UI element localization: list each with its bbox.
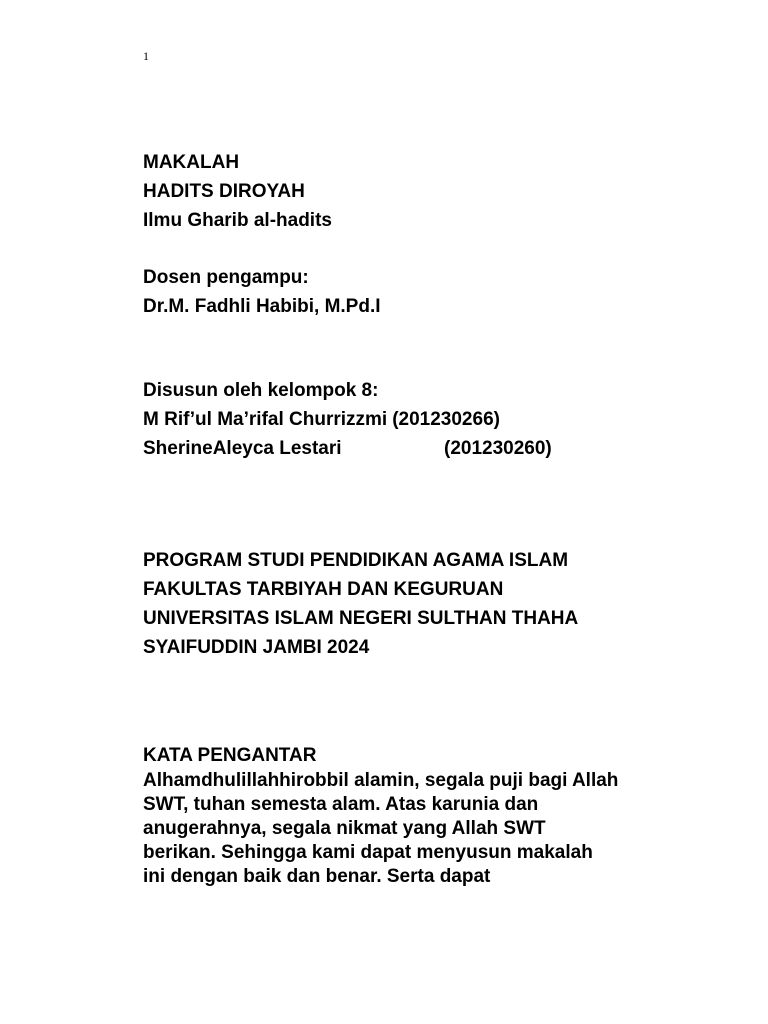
lecturer-block bbox=[143, 263, 381, 321]
preface-line: anugerahnya, segala nikmat yang Allah SWT bbox=[143, 818, 546, 839]
preface-line: Alhamdhulillahhirobbil alamin, segala puji bagi Allah bbox=[143, 770, 619, 791]
course-title: HADITS DIROYAH bbox=[143, 181, 305, 202]
title-block bbox=[143, 148, 332, 235]
preface-line: berikan. Sehingga kami dapat menyusun makalah bbox=[143, 842, 593, 863]
lecturer-name: Dr.M. Fadhli Habibi, M.Pd.I bbox=[143, 296, 381, 317]
author-id: (201230260) bbox=[444, 438, 552, 459]
author-row bbox=[143, 405, 552, 434]
author-name: M Rif’ul Ma’rifal Churrizzmi bbox=[143, 409, 388, 430]
institution-block bbox=[143, 546, 578, 662]
preface-block bbox=[143, 743, 618, 889]
author-row bbox=[143, 434, 552, 463]
institution-line: UNIVERSITAS ISLAM NEGERI SULTHAN THAHA bbox=[143, 608, 579, 629]
author-name: SherineAleyca Lestari bbox=[143, 438, 342, 459]
preface-line: SWT, tuhan semesta alam. Atas karunia dan bbox=[143, 794, 539, 815]
topic-title: Ilmu Gharib al-hadits bbox=[143, 210, 332, 231]
authors-label: Disusun oleh kelompok 8: bbox=[143, 380, 379, 401]
preface-line: ini dengan baik dan benar. Serta dapat bbox=[143, 866, 491, 887]
institution-line: SYAIFUDDIN JAMBI 2024 bbox=[143, 637, 370, 658]
institution-line: FAKULTAS TARBIYAH DAN KEGURUAN bbox=[143, 579, 504, 600]
institution-line: PROGRAM STUDI PENDIDIKAN AGAMA ISLAM bbox=[143, 550, 569, 571]
document-type: MAKALAH bbox=[143, 152, 240, 173]
authors-block bbox=[143, 376, 552, 463]
author-id: (201230266) bbox=[392, 409, 500, 430]
lecturer-label: Dosen pengampu: bbox=[143, 267, 309, 288]
preface-heading: KATA PENGANTAR bbox=[143, 745, 317, 766]
page-number: 1 bbox=[143, 49, 149, 63]
